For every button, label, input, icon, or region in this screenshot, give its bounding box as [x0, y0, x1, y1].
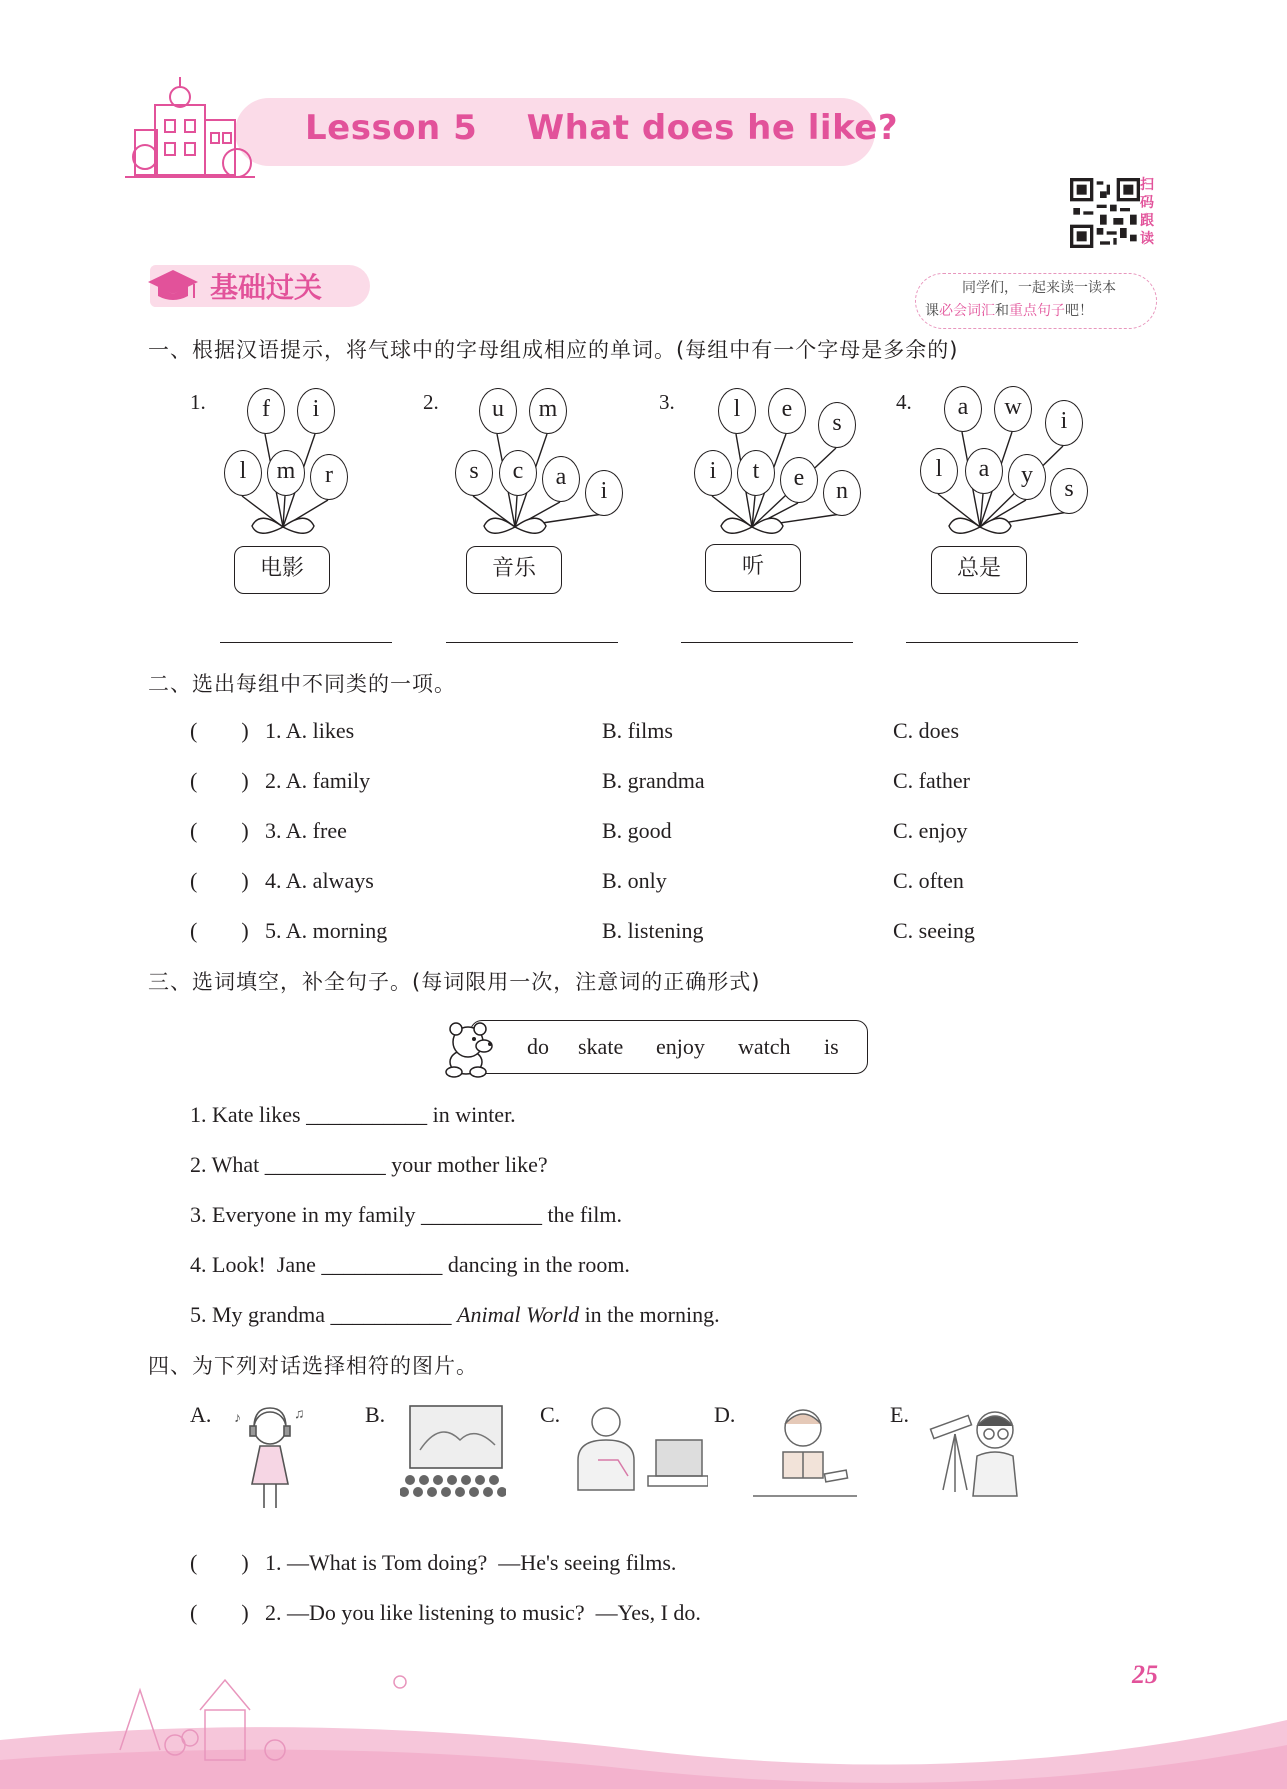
lesson-title: Lesson 5 What does he like?	[305, 108, 899, 148]
footer-decoration	[0, 1620, 1287, 1789]
letter-balloon: e	[780, 457, 818, 503]
word-bank-item: skate	[578, 1034, 624, 1059]
answer-paren[interactable]: ( )	[190, 1600, 249, 1625]
option-a: 4. A. always	[265, 868, 374, 893]
letter-balloon: w	[994, 386, 1032, 432]
letter-balloon: t	[737, 450, 775, 496]
cloud-text: 和	[995, 304, 1009, 319]
word-bank-item: watch	[738, 1034, 791, 1059]
letter-balloon: s	[1050, 468, 1088, 514]
option-a: 2. A. family	[265, 768, 371, 793]
group-number: 4.	[896, 390, 912, 414]
question-2-heading: 二、选出每组中不同类的一项。	[148, 672, 456, 696]
option-b: B. listening	[602, 918, 704, 943]
answer-paren[interactable]: ( )	[190, 718, 249, 743]
letter-balloon: i	[694, 450, 732, 496]
letter-balloon: f	[247, 388, 285, 434]
option-b: B. grandma	[602, 768, 705, 793]
option-b: B. films	[602, 718, 673, 743]
option-b: B. only	[602, 868, 667, 893]
option-a: 1. A. likes	[265, 718, 355, 743]
dialog-text: 2. —Do you like listening to music? —Yes, I do.	[265, 1600, 701, 1625]
answer-line[interactable]	[220, 642, 392, 643]
cloud-highlight: 重点句子	[1009, 304, 1065, 319]
hint-box: 听	[705, 544, 801, 592]
child-reading-book-image[interactable]	[745, 1400, 865, 1500]
letter-balloon: e	[768, 388, 806, 434]
fill-sentence[interactable]: 2. What ___________ your mother like?	[190, 1152, 548, 1177]
answer-line[interactable]	[906, 642, 1078, 643]
section-title: 基础过关	[210, 271, 323, 304]
letter-balloon: c	[499, 450, 537, 496]
fill-sentence[interactable]: 1. Kate likes ___________ in winter.	[190, 1102, 516, 1127]
fill-sentence[interactable]	[190, 1302, 720, 1328]
hint-box: 总是	[931, 546, 1027, 594]
answer-paren[interactable]: ( )	[190, 818, 249, 843]
cloud-text: 吧！	[1065, 304, 1093, 319]
group-number: 3.	[659, 390, 675, 414]
picture-label: E.	[890, 1402, 909, 1427]
letter-balloon: m	[529, 388, 567, 434]
qr-label-char: 码	[1140, 195, 1154, 211]
word-bank-item: do	[527, 1034, 549, 1059]
qr-label-char: 扫	[1140, 177, 1154, 193]
picture-label: B.	[365, 1402, 386, 1427]
option-c: C. enjoy	[893, 818, 968, 843]
letter-balloon: a	[542, 456, 580, 502]
hint-box: 音乐	[466, 546, 562, 594]
answer-line[interactable]	[681, 642, 853, 643]
sentence-text: in the morning.	[579, 1302, 720, 1327]
svg-text:♫: ♫	[294, 1407, 305, 1422]
letter-balloon: s	[455, 450, 493, 496]
page-number: 25	[1132, 1660, 1158, 1689]
cloud-text-line1: 同学们，一起来读一读本	[962, 281, 1116, 296]
letter-balloon: i	[1045, 400, 1083, 446]
fill-sentence[interactable]: 3. Everyone in my family ___________ the film.	[190, 1202, 622, 1227]
answer-paren[interactable]: ( )	[190, 918, 249, 943]
question-4-heading: 四、为下列对话选择相符的图片。	[148, 1354, 478, 1378]
boy-with-telescope-image[interactable]	[925, 1400, 1035, 1500]
word-bank-item: enjoy	[656, 1034, 705, 1059]
letter-balloon: m	[267, 450, 305, 496]
letter-balloon: a	[944, 386, 982, 432]
answer-paren[interactable]: ( )	[190, 868, 249, 893]
sentence-title: Animal World	[457, 1302, 580, 1327]
letter-balloon: r	[310, 454, 348, 500]
letter-balloon: l	[224, 450, 262, 496]
fill-sentence[interactable]: 4. Look! Jane ___________ dancing in the room.	[190, 1252, 630, 1277]
picture-label: D.	[714, 1402, 736, 1427]
question-3-heading: 三、选词填空，补全句子。(每词限用一次，注意词的正确形式)	[148, 970, 761, 994]
cinema-audience-image[interactable]	[400, 1400, 506, 1500]
qr-label-char: 跟	[1140, 213, 1154, 229]
picture-label: A.	[190, 1402, 212, 1427]
option-c: C. father	[893, 768, 970, 793]
letter-balloon: y	[1008, 454, 1046, 500]
letter-balloon: n	[823, 470, 861, 516]
letter-balloon: a	[965, 448, 1003, 494]
option-c: C. seeing	[893, 918, 975, 943]
cloud-highlight: 必会词汇	[939, 304, 995, 319]
letter-balloon: l	[920, 448, 958, 494]
dialog-text: 1. —What is Tom doing? —He's seeing films.	[265, 1550, 677, 1575]
option-b: B. good	[602, 818, 672, 843]
letter-balloon: s	[818, 402, 856, 448]
option-c: C. does	[893, 718, 959, 743]
option-a: 3. A. free	[265, 818, 347, 843]
group-number: 2.	[423, 390, 439, 414]
letter-balloon: u	[479, 388, 517, 434]
sentence-text: 5. My grandma ___________	[190, 1302, 458, 1327]
answer-paren[interactable]: ( )	[190, 768, 249, 793]
qr-label-char: 读	[1140, 231, 1154, 247]
answer-line[interactable]	[446, 642, 618, 643]
option-c: C. often	[893, 868, 964, 893]
hint-box: 电影	[234, 546, 330, 594]
letter-balloon: l	[718, 388, 756, 434]
cloud-text: 课	[925, 304, 939, 319]
answer-paren[interactable]: ( )	[190, 1550, 249, 1575]
girl-listening-music-image[interactable]	[230, 1400, 310, 1516]
grandma-watching-tv-image[interactable]	[568, 1400, 708, 1500]
word-bank-item: is	[824, 1034, 839, 1059]
picture-label: C.	[540, 1402, 561, 1427]
balloon-strings	[0, 0, 1287, 620]
letter-balloon: i	[585, 470, 623, 516]
option-a: 5. A. morning	[265, 918, 388, 943]
bear-icon	[436, 1018, 506, 1080]
group-number: 1.	[190, 390, 206, 414]
letter-balloon: i	[297, 388, 335, 434]
question-1-heading: 一、根据汉语提示，将气球中的字母组成相应的单词。(每组中有一个字母是多余的)	[148, 338, 959, 362]
svg-text:♪: ♪	[234, 1411, 241, 1426]
